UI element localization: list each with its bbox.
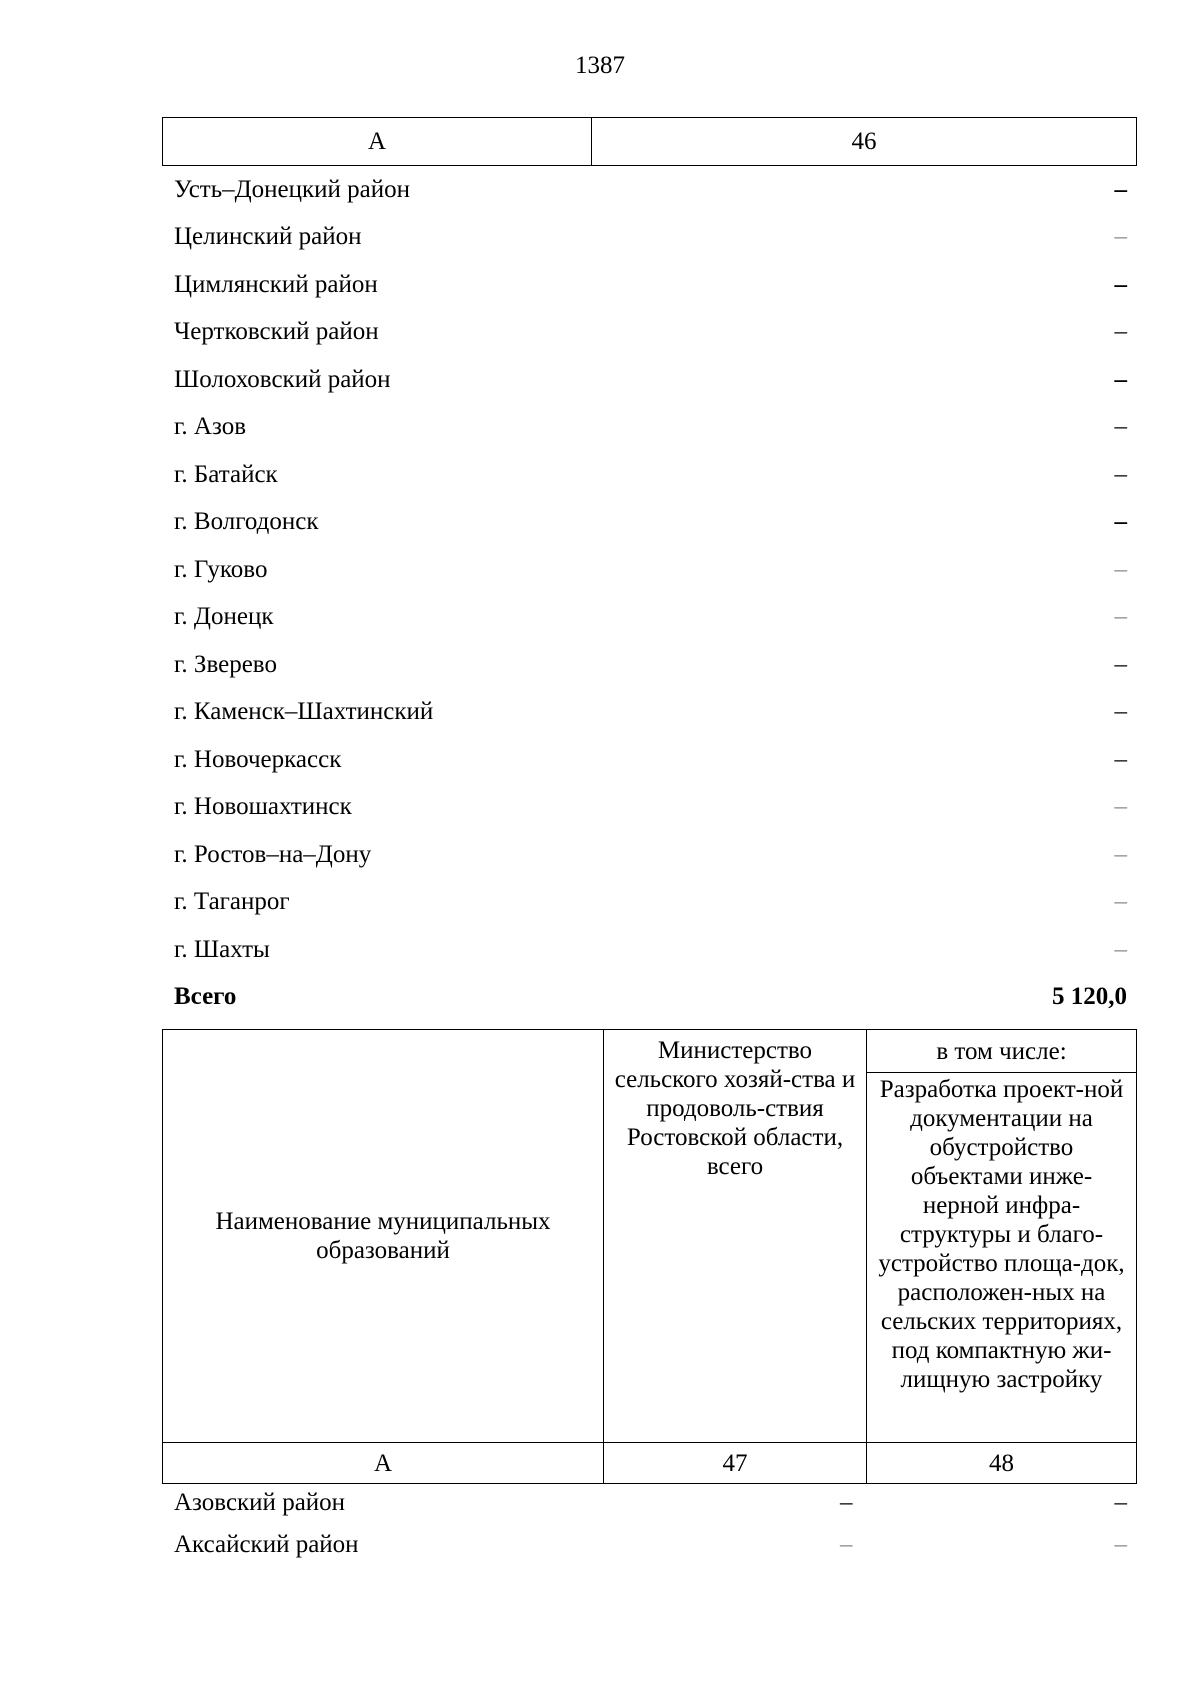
row-value-48: – <box>1114 1531 1127 1558</box>
row-name: г. Гуково <box>174 555 268 583</box>
row-name: Азовский район <box>174 1489 346 1516</box>
row-value: – <box>1114 223 1127 251</box>
row-name: г. Ростов–на–Дону <box>174 840 372 868</box>
table1-header-col-a: А <box>163 118 592 166</box>
table-row <box>162 689 1137 737</box>
row-value: – <box>1114 603 1127 631</box>
table2-num-a: А <box>163 1443 604 1484</box>
table-row <box>162 214 1137 262</box>
table-row <box>162 736 1137 784</box>
table-row <box>162 309 1137 357</box>
row-name: Целинский район <box>174 223 362 251</box>
total-label: Всего <box>174 983 237 1011</box>
row-value: – <box>1114 318 1127 346</box>
row-value: – <box>1114 793 1127 821</box>
table2-num-47: 47 <box>604 1443 867 1484</box>
row-value-47: – <box>840 1489 853 1516</box>
table-row <box>162 499 1137 547</box>
table-row <box>162 451 1137 499</box>
row-value: – <box>1114 935 1127 963</box>
row-value: – <box>1114 365 1127 393</box>
row-name: Чертковский район <box>174 318 379 346</box>
row-name: г. Новошахтинск <box>174 793 352 821</box>
table-row <box>162 831 1137 879</box>
row-value: – <box>1114 745 1127 773</box>
table1-header <box>162 117 1137 166</box>
row-value: – <box>1114 270 1127 298</box>
table2-body <box>162 1482 1137 1566</box>
table-row <box>162 926 1137 974</box>
table1-body <box>162 166 1137 1021</box>
table-row <box>162 879 1137 927</box>
row-name: Усть–Донецкий район <box>174 175 411 203</box>
row-value-48: – <box>1114 1489 1127 1516</box>
table2-header-ministry-total: Министерство сельского хозяй-ства и продоволь-ствия Ростовской области, всего <box>604 1030 867 1443</box>
row-name: г. Донецк <box>174 603 274 631</box>
table2-header-including: в том числе: <box>867 1030 1137 1073</box>
row-name: г. Каменск–Шахтинский <box>174 698 434 726</box>
table-row <box>162 1482 1137 1524</box>
row-value: – <box>1114 175 1127 203</box>
table2-num-48: 48 <box>867 1443 1137 1484</box>
table-row <box>162 166 1137 214</box>
table2-header-design-docs: Разработка проект-ной документации на обустройство объектами инже-нерной инфра-структуры и благо-устройство площа-док, расположен-ных на сельских территориях, под компактную жи-лищную застройку <box>867 1073 1137 1443</box>
row-name: г. Шахты <box>174 935 270 963</box>
table-row <box>162 594 1137 642</box>
row-name: г. Новочеркасск <box>174 745 342 773</box>
row-value: – <box>1114 888 1127 916</box>
row-name: г. Батайск <box>174 460 278 488</box>
row-name: Шолоховский район <box>174 365 391 393</box>
row-name: г. Волгодонск <box>174 508 319 536</box>
row-name: г. Азов <box>174 413 247 441</box>
row-value: – <box>1114 840 1127 868</box>
total-row <box>162 974 1137 1022</box>
row-value: – <box>1114 460 1127 488</box>
table-row <box>162 356 1137 404</box>
row-name: г. Зверево <box>174 650 277 678</box>
table1-header-col-46: 46 <box>592 118 1137 166</box>
table2-header-municipality: Наименование муниципальных образований <box>163 1030 604 1443</box>
row-name: Цимлянский район <box>174 270 378 298</box>
row-name: г. Таганрог <box>174 888 290 916</box>
page-number: 1387 <box>575 52 625 79</box>
table-row <box>162 1524 1137 1566</box>
table-row <box>162 641 1137 689</box>
row-name: Аксайский район <box>174 1531 359 1558</box>
row-value: – <box>1114 508 1127 536</box>
row-value: – <box>1114 650 1127 678</box>
table-row <box>162 261 1137 309</box>
row-value: – <box>1114 555 1127 583</box>
table-row <box>162 784 1137 832</box>
table2-header <box>162 1029 1137 1484</box>
table-row <box>162 404 1137 452</box>
table-row <box>162 546 1137 594</box>
row-value: – <box>1114 698 1127 726</box>
row-value-47: – <box>840 1531 853 1558</box>
total-value: 5 120,0 <box>1052 983 1127 1011</box>
row-value: – <box>1114 413 1127 441</box>
